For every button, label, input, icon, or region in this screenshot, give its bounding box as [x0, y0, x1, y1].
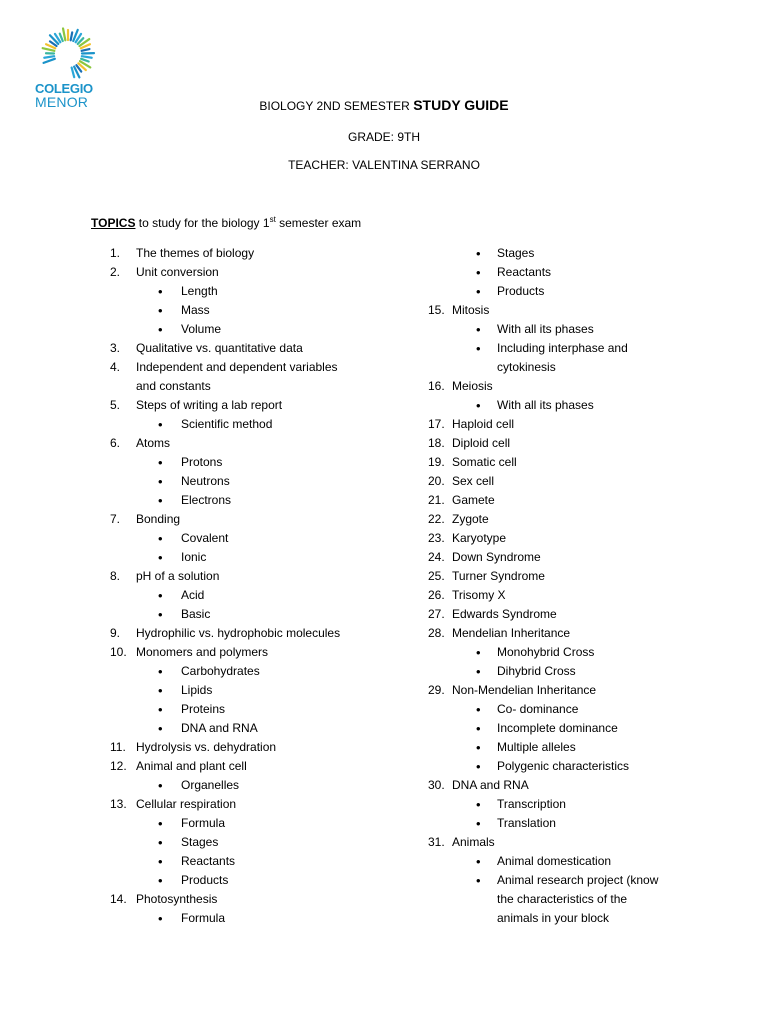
bullet-icon: •	[476, 816, 481, 831]
topic-text: Covalent	[181, 531, 229, 545]
logo-ray	[43, 48, 55, 51]
topic-number: 18.	[428, 436, 445, 450]
topics-label: TOPICS	[91, 216, 136, 230]
bullet-icon: •	[158, 531, 163, 546]
topic-text: The themes of biology	[136, 246, 255, 260]
topic-text: Edwards Syndrome	[452, 607, 557, 621]
topic-item	[428, 453, 718, 472]
topic-text: Stages	[497, 246, 535, 260]
topic-text: Bonding	[136, 512, 181, 526]
subtopic-item	[428, 852, 718, 871]
topic-text: cytokinesis	[497, 360, 556, 374]
bullet-icon: •	[158, 721, 163, 736]
topic-item	[110, 624, 400, 643]
topic-text: Organelles	[181, 778, 240, 792]
topic-text: Down Syndrome	[452, 550, 541, 564]
topic-item	[428, 681, 718, 700]
topic-text: Ionic	[181, 550, 207, 564]
topic-number: 13.	[110, 797, 127, 811]
topic-text: With all its phases	[497, 398, 594, 412]
teacher-line: TEACHER: VALENTINA SERRANO	[288, 158, 480, 172]
subtopic-item	[110, 776, 400, 795]
topic-item	[428, 567, 718, 586]
logo-line2: MENOR	[35, 94, 89, 110]
topic-item	[110, 263, 400, 282]
logo-ray	[82, 49, 90, 51]
topic-text: Monomers and polymers	[136, 645, 269, 659]
topics-text-end: semester exam	[275, 216, 362, 230]
subtopic-item	[110, 320, 400, 339]
topic-number: 31.	[428, 835, 445, 849]
topic-text: Animal research project (know	[497, 873, 659, 887]
topic-text: Dihybrid Cross	[497, 664, 576, 678]
topic-item	[428, 548, 718, 567]
topic-item	[428, 434, 718, 453]
subtopic-item	[428, 643, 718, 662]
bullet-icon: •	[158, 284, 163, 299]
title-study-guide: STUDY GUIDE	[413, 97, 509, 113]
topic-item	[110, 643, 400, 662]
topics-intro	[91, 215, 361, 230]
topic-text: Mitosis	[452, 303, 490, 317]
topic-text: Proteins	[181, 702, 226, 716]
sunburst-logo-icon	[40, 26, 96, 82]
topic-item	[110, 757, 400, 776]
topic-text: Animals	[452, 835, 495, 849]
subtopic-item	[428, 282, 718, 301]
topic-number: 30.	[428, 778, 445, 792]
topic-text: Somatic cell	[452, 455, 517, 469]
subtopic-item	[428, 244, 718, 263]
topic-number: 3.	[110, 341, 121, 355]
topic-text: Meiosis	[452, 379, 493, 393]
bullet-icon: •	[158, 778, 163, 793]
topic-item	[428, 472, 718, 491]
bullet-icon: •	[476, 246, 481, 261]
topic-item	[428, 491, 718, 510]
bullet-icon: •	[476, 664, 481, 679]
topic-item	[428, 529, 718, 548]
topic-text: Stages	[181, 835, 219, 849]
topic-number: 19.	[428, 455, 445, 469]
topic-text: Formula	[181, 816, 226, 830]
bullet-icon: •	[158, 835, 163, 850]
topic-text: Formula	[181, 911, 226, 925]
topic-number: 29.	[428, 683, 445, 697]
bullet-icon: •	[158, 322, 163, 337]
subtopic-item	[110, 548, 400, 567]
topic-text: Reactants	[181, 854, 236, 868]
topic-text: Gamete	[452, 493, 495, 507]
topic-text: With all its phases	[497, 322, 594, 336]
topic-number: 16.	[428, 379, 445, 393]
subtopic-item	[110, 472, 400, 491]
subtopic-item	[110, 871, 400, 890]
bullet-icon: •	[476, 740, 481, 755]
topic-number: 6.	[110, 436, 121, 450]
topic-item	[110, 339, 400, 358]
topic-text: Haploid cell	[452, 417, 515, 431]
topic-text: Polygenic characteristics	[497, 759, 630, 773]
topic-text: Co- dominance	[497, 702, 579, 716]
topic-item	[428, 415, 718, 434]
subtopic-item	[428, 320, 718, 339]
topic-item	[110, 795, 400, 814]
logo-ray	[63, 28, 65, 40]
subtopic-item	[110, 529, 400, 548]
topic-number: 27.	[428, 607, 445, 621]
topic-number: 25.	[428, 569, 445, 583]
topic-number: 12.	[110, 759, 127, 773]
bullet-icon: •	[476, 759, 481, 774]
topic-number: 14.	[110, 892, 127, 906]
topic-number: 8.	[110, 569, 121, 583]
topic-item	[110, 738, 400, 757]
bullet-icon: •	[158, 702, 163, 717]
grade-line: GRADE: 9TH	[347, 130, 420, 144]
bullet-icon: •	[476, 284, 481, 299]
bullet-icon: •	[476, 341, 481, 356]
bullet-icon: •	[158, 474, 163, 489]
topic-number: 23.	[428, 531, 445, 545]
logo-ray	[44, 56, 54, 58]
bullet-icon: •	[158, 873, 163, 888]
topic-text: Hydrolysis vs. dehydration	[136, 740, 277, 754]
topic-number: 1.	[110, 246, 121, 260]
topics-superscript: st	[269, 215, 276, 224]
subtopic-item	[110, 814, 400, 833]
topic-text: Unit conversion	[136, 265, 219, 279]
subtopic-item	[428, 719, 718, 738]
topic-text: Incomplete dominance	[497, 721, 618, 735]
topic-text: Turner Syndrome	[452, 569, 545, 583]
subtopic-item	[428, 339, 718, 358]
topic-text: Steps of writing a lab report	[136, 398, 283, 412]
subtopic-item	[428, 396, 718, 415]
topic-item	[110, 890, 400, 909]
subtopic-item	[110, 662, 400, 681]
subtopic-item	[110, 282, 400, 301]
topic-text: Monohybrid Cross	[497, 645, 595, 659]
topic-text: Trisomy X	[452, 588, 506, 602]
bullet-icon: •	[476, 721, 481, 736]
topic-text: Neutrons	[181, 474, 230, 488]
subtopic-item	[110, 719, 400, 738]
topic-number: 15.	[428, 303, 445, 317]
topic-item	[110, 567, 400, 586]
subtopic-item	[110, 909, 400, 928]
topic-text: animals in your block	[497, 911, 610, 925]
topic-item	[428, 833, 718, 852]
logo-line1: COLEGIO	[35, 81, 93, 96]
topic-text: Diploid cell	[452, 436, 511, 450]
bullet-icon: •	[476, 854, 481, 869]
topic-item	[428, 301, 718, 320]
subtopic-item	[110, 700, 400, 719]
topic-text: DNA and RNA	[181, 721, 258, 735]
topic-item	[428, 624, 718, 643]
bullet-icon: •	[158, 588, 163, 603]
subtopic-item	[428, 757, 718, 776]
subtopic-item	[110, 586, 400, 605]
continuation-line	[428, 909, 718, 928]
topic-number: 11.	[110, 740, 126, 754]
topic-item	[428, 586, 718, 605]
bullet-icon: •	[476, 265, 481, 280]
subtopic-item	[110, 833, 400, 852]
topic-text: Length	[181, 284, 218, 298]
bullet-icon: •	[476, 873, 481, 888]
topic-text: Transcription	[497, 797, 566, 811]
bullet-icon: •	[158, 911, 163, 926]
topic-number: 5.	[110, 398, 121, 412]
topic-text: Mendelian Inheritance	[452, 626, 571, 640]
topic-text: Basic	[181, 607, 211, 621]
continuation-line	[428, 890, 718, 909]
subtopic-item	[428, 700, 718, 719]
topic-item	[110, 396, 400, 415]
topic-text: Acid	[181, 588, 205, 602]
topic-number: 2.	[110, 265, 121, 279]
bullet-icon: •	[476, 398, 481, 413]
topic-text: Karyotype	[452, 531, 507, 545]
subtopic-item	[110, 415, 400, 434]
topic-text: Including interphase and	[497, 341, 628, 355]
subtopic-item	[110, 491, 400, 510]
logo-ray	[60, 34, 63, 41]
topic-text: Carbohydrates	[181, 664, 260, 678]
topic-number: 9.	[110, 626, 121, 640]
topic-text: Reactants	[497, 265, 552, 279]
logo-ray	[71, 32, 73, 40]
topic-number: 21.	[428, 493, 445, 507]
logo-ray	[72, 68, 75, 78]
topic-number: 4.	[110, 360, 121, 374]
topic-text: Hydrophilic vs. hydrophobic molecules	[136, 626, 341, 640]
bullet-icon: •	[158, 417, 163, 432]
topic-number: 22.	[428, 512, 445, 526]
bullet-icon: •	[158, 303, 163, 318]
topic-item	[110, 510, 400, 529]
topic-text: DNA and RNA	[452, 778, 529, 792]
logo-ray	[82, 56, 92, 58]
topic-text: Qualitative vs. quantitative data	[136, 341, 303, 355]
topic-text: Products	[497, 284, 545, 298]
topic-number: 7.	[110, 512, 121, 526]
title-prefix: BIOLOGY 2ND SEMESTER	[259, 99, 410, 113]
topic-text: pH of a solution	[136, 569, 220, 583]
subtopic-item	[110, 453, 400, 472]
bullet-icon: •	[158, 493, 163, 508]
bullet-icon: •	[158, 607, 163, 622]
topic-text: Sex cell	[452, 474, 495, 488]
topic-text: Animal domestication	[497, 854, 612, 868]
subtopic-item	[428, 795, 718, 814]
topic-item	[428, 377, 718, 396]
topic-text: Non-Mendelian Inheritance	[452, 683, 597, 697]
topic-item	[428, 510, 718, 529]
topic-text: Products	[181, 873, 229, 887]
topic-text: Atoms	[136, 436, 171, 450]
subtopic-item	[110, 681, 400, 700]
subtopic-item	[428, 662, 718, 681]
bullet-icon: •	[158, 816, 163, 831]
subtopic-item	[110, 301, 400, 320]
topics-list-right	[428, 244, 718, 928]
topic-text: Independent and dependent variables	[136, 360, 338, 374]
topic-text: Translation	[497, 816, 556, 830]
bullet-icon: •	[476, 797, 481, 812]
bullet-icon: •	[476, 702, 481, 717]
topics-list-left	[110, 244, 400, 928]
subtopic-item	[428, 814, 718, 833]
bullet-icon: •	[158, 455, 163, 470]
topic-text: Multiple alleles	[497, 740, 576, 754]
logo-ray	[44, 59, 55, 63]
topic-item	[428, 776, 718, 795]
subtopic-item	[110, 852, 400, 871]
bullet-icon: •	[158, 664, 163, 679]
topic-item	[110, 434, 400, 453]
topic-number: 28.	[428, 626, 445, 640]
topic-text: Photosynthesis	[136, 892, 218, 906]
continuation-line	[110, 377, 400, 396]
topic-item	[428, 605, 718, 624]
topic-item	[110, 358, 400, 377]
topic-text: and constants	[136, 379, 211, 393]
topic-text: Mass	[181, 303, 210, 317]
topic-text: Protons	[181, 455, 223, 469]
bullet-icon: •	[158, 550, 163, 565]
subtopic-item	[110, 605, 400, 624]
topic-number: 17.	[428, 417, 445, 431]
topic-text: Animal and plant cell	[136, 759, 247, 773]
subtopic-item	[428, 871, 718, 890]
continuation-line	[428, 358, 718, 377]
subtopic-item	[428, 738, 718, 757]
topic-text: Cellular respiration	[136, 797, 237, 811]
topic-item	[110, 244, 400, 263]
subtopic-item	[428, 263, 718, 282]
topic-text: Lipids	[181, 683, 213, 697]
topic-text: Electrons	[181, 493, 232, 507]
topic-text: Volume	[181, 322, 222, 336]
bullet-icon: •	[476, 645, 481, 660]
logo-ray	[81, 59, 89, 62]
topic-number: 26.	[428, 588, 445, 602]
topic-number: 24.	[428, 550, 445, 564]
topics-text: to study for the biology 1	[135, 216, 270, 230]
document-title	[0, 97, 768, 113]
bullet-icon: •	[476, 322, 481, 337]
bullet-icon: •	[158, 854, 163, 869]
topic-number: 10.	[110, 645, 127, 659]
topic-text: the characteristics of the	[497, 892, 628, 906]
topic-text: Scientific method	[181, 417, 273, 431]
topic-number: 20.	[428, 474, 445, 488]
topic-text: Zygote	[452, 512, 489, 526]
bullet-icon: •	[158, 683, 163, 698]
